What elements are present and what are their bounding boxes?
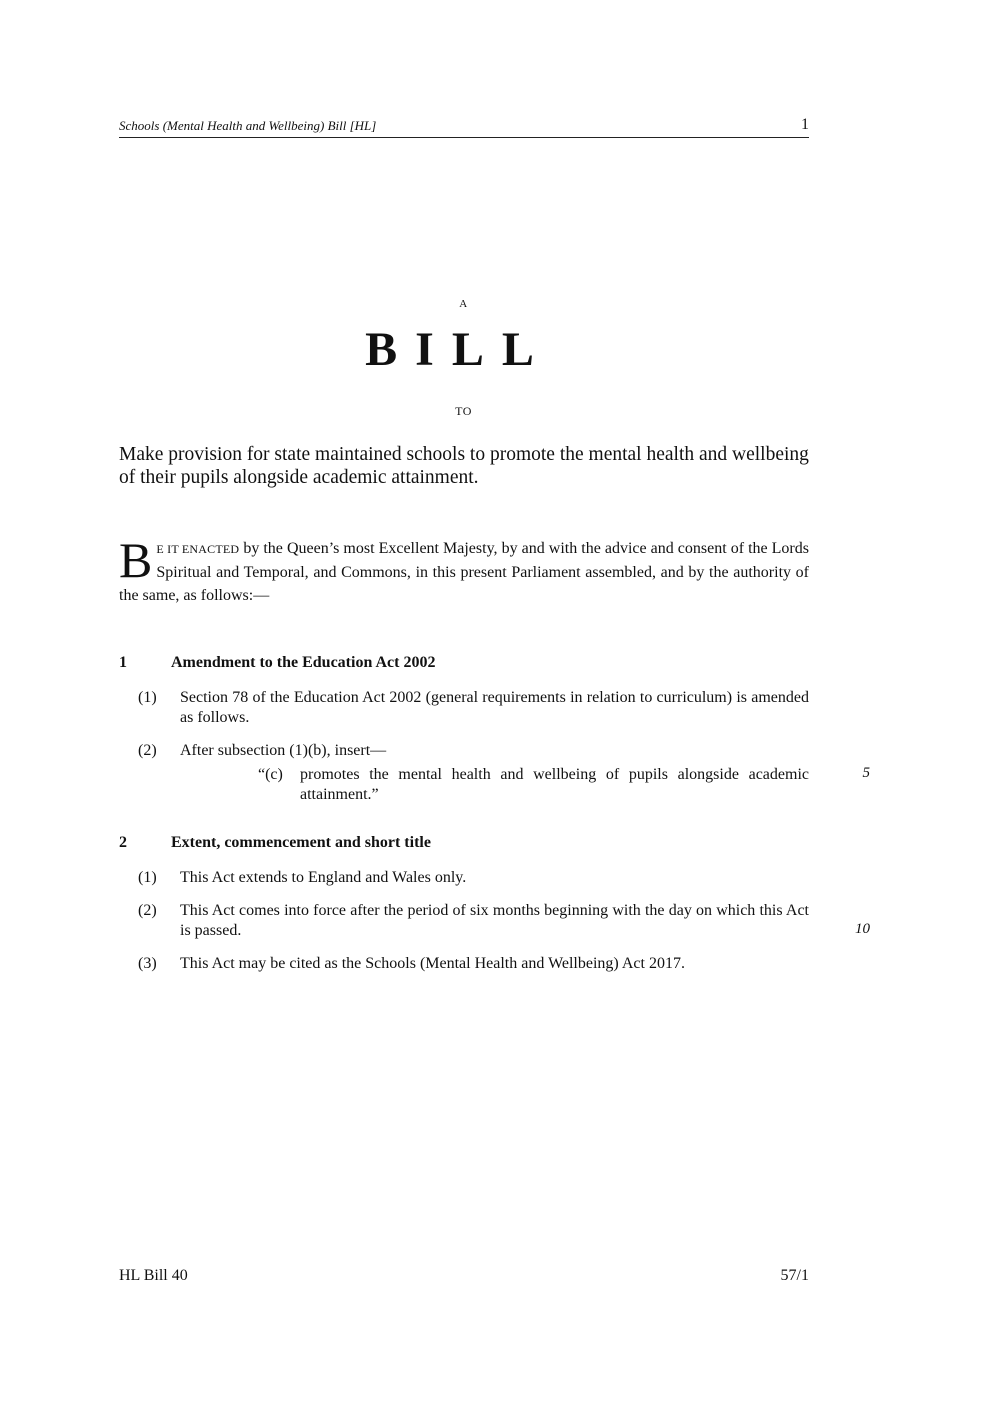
- title-to: TO: [455, 404, 472, 418]
- subsection-text: This Act may be cited as the Schools (Mental Health and Wellbeing) Act 2017.: [180, 955, 685, 972]
- line-number: 5: [862, 765, 870, 781]
- enacting-smallcaps: E IT ENACTED: [156, 542, 240, 556]
- line-number: 10: [855, 921, 870, 937]
- drop-cap: B: [119, 532, 153, 588]
- long-title: Make provision for state maintained schools to promote the mental health and wellbeing of their pupils alongside academic attainment.: [119, 444, 809, 488]
- title-a: A: [459, 298, 468, 310]
- subsection-number: (1): [138, 689, 157, 706]
- subsection-number: (1): [138, 869, 157, 886]
- subsection-number: (3): [138, 955, 157, 972]
- running-header: [119, 116, 809, 138]
- enacting-formula: [119, 532, 809, 607]
- enacting-text: by the Queen’s most Excellent Majesty, by and with the advice and consent of the Lords Spiritual and Temporal, and Commons, in this present Parliament assembled, and by the authority of the same, as follows:—: [119, 540, 809, 604]
- section-number: 2: [119, 834, 127, 851]
- section-number: 1: [119, 654, 127, 671]
- bill-heading: BILL: [365, 323, 552, 376]
- subsection-number: (2): [138, 902, 157, 919]
- inserted-paragraph-number: “(c): [258, 766, 283, 783]
- inserted-paragraph-text: promotes the mental health and wellbeing of pupils alongside academic attainment.”: [300, 766, 809, 803]
- section-title: Extent, commencement and short title: [171, 834, 431, 851]
- subsection-number: (2): [138, 742, 157, 759]
- page-number: 1: [801, 116, 809, 133]
- subsection-text: This Act extends to England and Wales only.: [180, 869, 467, 886]
- print-reference: 57/1: [780, 1267, 809, 1284]
- bill-reference: HL Bill 40: [119, 1267, 188, 1284]
- running-title: Schools (Mental Health and Wellbeing) Bill [HL]: [119, 118, 377, 133]
- subsection-text: Section 78 of the Education Act 2002 (general requirements in relation to curriculum) is amended as follows.: [180, 689, 809, 726]
- subsection-text: This Act comes into force after the period of six months beginning with the day on which this Act is passed.: [180, 902, 809, 939]
- section-title: Amendment to the Education Act 2002: [171, 654, 436, 671]
- subsection-text: After subsection (1)(b), insert—: [180, 742, 387, 759]
